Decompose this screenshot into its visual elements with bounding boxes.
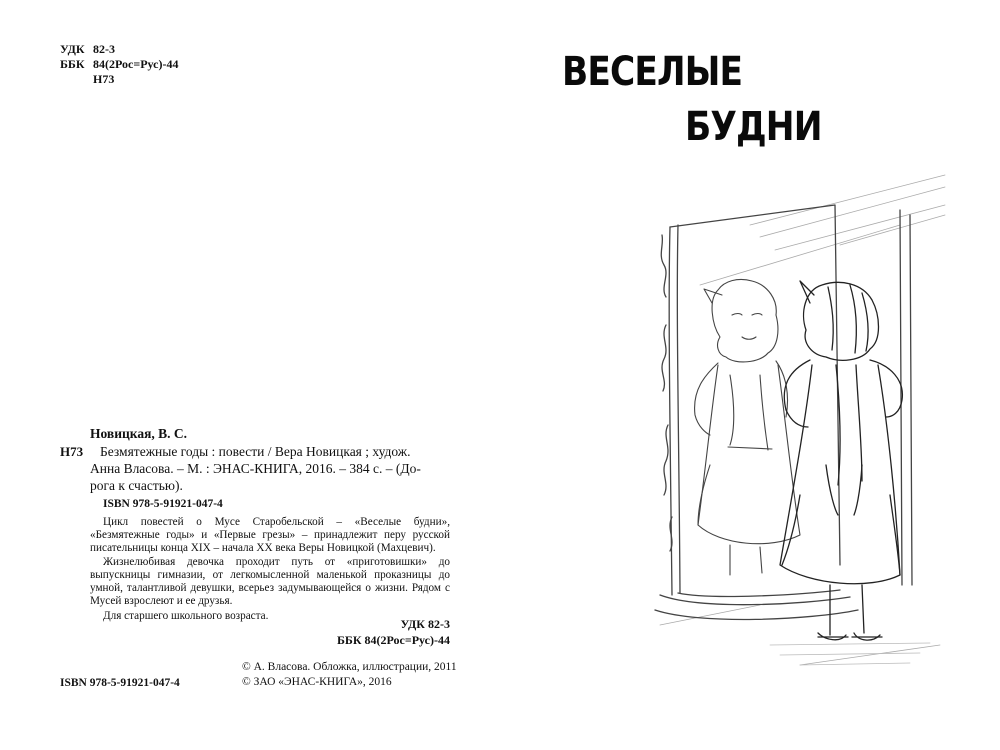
copyright-line: © А. Власова. Обложка, иллюстрации, 2011 <box>242 661 457 673</box>
book-title-line-2: БУДНИ <box>685 104 822 150</box>
call-number: Н73 <box>60 444 84 459</box>
book-title-line-1: ВЕСЕЛЫЕ <box>562 49 743 95</box>
classification-row <box>60 57 178 72</box>
classification-row <box>60 72 178 87</box>
classification-block-bottom <box>337 616 450 648</box>
classification-key: ББК <box>60 57 85 71</box>
girl-at-mirror-illustration <box>600 165 955 695</box>
author-heading: Новицкая, В. С. <box>90 426 188 441</box>
description-line: Анна Власова. – М. : ЭНАС-КНИГА, 2016. – 384 с. – (До- <box>90 461 421 476</box>
annotation <box>90 516 450 624</box>
isbn-bottom: ISBN 978-5-91921-047-4 <box>60 677 180 689</box>
copyright-notice <box>242 660 457 689</box>
classification-block-top <box>60 42 178 87</box>
classification-value: 84(2Рос=Рус)-44 <box>93 57 179 71</box>
main-girl <box>780 281 902 640</box>
age-note: Для старшего школьного возраста. <box>103 610 269 623</box>
classification-line: УДК 82-3 <box>400 617 450 631</box>
background-hatching <box>660 175 945 665</box>
floor-hatching <box>770 643 930 665</box>
bibliographic-description <box>90 443 450 494</box>
reflection-girl <box>695 279 800 575</box>
title-page <box>500 0 1000 750</box>
copyright-line: © ЗАО «ЭНАС-КНИГА», 2016 <box>242 675 392 688</box>
annotation-paragraph: Жизнелюбивая девочка проходит путь от «приготовишки» до выпускницы гимназии, от легкомысленной маленькой проказницы до умной, талантливой девушки, всерьез задумывающейся о жизни. Рядом с Мусей взрослеют и ее друзья. <box>90 555 450 608</box>
annotation-paragraph: Цикл повестей о Мусе Старобельской – «Веселые будни», «Безмятежные годы» и «Первые грезы» – принадлежит перу русской писательницы конца XIX – начала XX века Веры Новицкой (Махцевич). <box>90 516 450 555</box>
classification-key: УДК <box>60 42 85 56</box>
classification-value: Н73 <box>93 72 115 86</box>
classification-value: 82-3 <box>93 42 115 56</box>
classification-row <box>60 42 178 57</box>
classification-line: ББК 84(2Рос=Рус)-44 <box>336 633 450 647</box>
description-line: рога к счастью). <box>90 478 183 493</box>
description-line: Безмятежные годы : повести / Вера Новицкая ; худож. <box>100 444 411 459</box>
isbn: ISBN 978-5-91921-047-4 <box>103 498 223 510</box>
